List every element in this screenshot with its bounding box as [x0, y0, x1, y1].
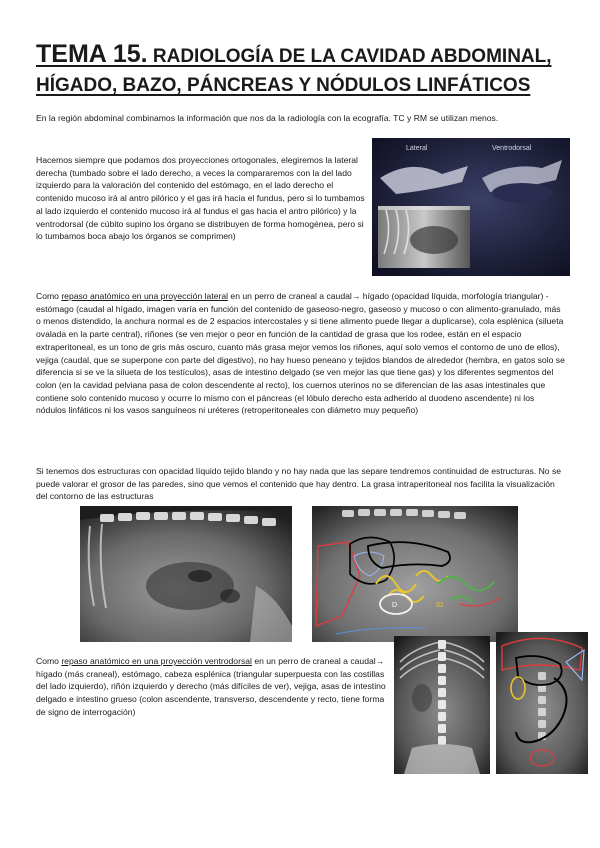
- projections-paragraph: Hacemos siempre que podamos dos proyecciones ortogonales, elegiremos la lateral derecha (tumbado sobre el lado derecho, a veces la compararemos con la del lado izquierdo para la valoración del contenido del estómago, en el lado derecho el contenido mucoso irá al antro pilórico y el gas irá hacia el fundus, pero si lo tumbamos al lado izquierdo el contenido mucoso irá al fundus el gas hacia el antro pilórico) y la ventrodorsal (de cúbito supino los órgano se distribuyen de forma homogénea, pero si lo tumbamos boca abajo los órganos se comprimen): [36, 155, 365, 242]
- opacity-paragraph: Si tenemos dos estructuras con opacidad líquido tejido blando y no hay nada que las separe tendremos continuidad de estructuras. No se puede valorar el grosor de las paredes, sino que vemos el contenido que hay dentro. La grasa intraperitoneal nos facilita la visualización del contorno de las estructuras: [36, 466, 562, 502]
- ventrodorsal-radiograph-image: [394, 636, 490, 774]
- lateral-underlined-term: repaso anatómico en una proyección lateral: [61, 291, 229, 301]
- lateral-body: en un perro de craneal a caudal→ hígado (opacidad líquida, morfología triangular) - estómago (caudal al hígado, imagen varía en función del contenido de gaseoso-negro, gaseoso y mucoso o con alimento-granulado, más o menos distendido, la anchura normal es de 2 espacios intercostales y si tiene alimento puede llegar a duplicarse), cola esplénica (silueta ovalada en la parte central), riñones (se ven mejor o peor en función de la cantidad de grasa que los rodee, están en el espacio extraperitoneal, es un tono de gris más oscuro, cuanto más grasa mejor vemos los riñones, aquí solo vemos el contorno de uno de ellos), vejiga (caudal, que se superpone con parte del digestivo), no hay hueso peneano y tejidos blandos de alrededor (hembra, en gatos solo se diferencia si se ve la silueta de los testículos), asas de intestino delgado (se ven mejor las que tiene gas) y los diferentes segmentos del colon (en la cavidad pelviana pasa de colon descendente al recto), los cuernos uterinos no se diferencian de las asas intestinales que contiene solo contenido mucoso y ocurre lo mismo con el páncreas (el lóbulo derecho esta adherido al duodeno ascendente) ni los nódulos linfáticos ni los vasos sanguíneos ni uréteres (retroperitoneales con diámetro muy pequeño): [36, 291, 565, 416]
- annotation-label-d: D: [392, 602, 398, 609]
- ventro-body: en un perro de craneal a caudal→ hígado (más craneal), estómago, cabeza esplénica (triangular superpuesta con las costillas del lado izquierdo), riñón izquierdo y derecho (más difíciles de ver), vejiga, asas de intestino delgado e intestino grueso (colon ascendente, transverso, descendente y recto, tiene forma de signo de interrogación): [36, 656, 386, 717]
- intro-paragraph: En la región abdominal combinamos la información que nos da la radiología con la ecografía. TC y RM se utilizan menos.: [36, 113, 499, 123]
- ventrodorsal-radiograph: [394, 636, 490, 774]
- page-title: [36, 40, 576, 100]
- lateral-radiograph-image: [80, 506, 292, 642]
- lateral-pre: Como: [36, 291, 62, 301]
- title-line-2: HÍGADO, BAZO, PÁNCREAS Y NÓDULOS LINFÁTICOS: [36, 75, 531, 96]
- lateral-radiograph: [80, 506, 292, 642]
- title-prefix: TEMA 15.: [36, 40, 148, 68]
- annotated-ventrodorsal-radiograph: [496, 632, 588, 774]
- annotated-ventrodorsal-radiograph-image: [496, 632, 588, 774]
- title-line-1: [36, 40, 576, 71]
- title-line-1-rest: RADIOLOGÍA DE LA CAVIDAD ABDOMINAL,: [147, 46, 552, 67]
- ventro-underlined-term: repaso anatómico en una proyección ventrodorsal: [61, 656, 252, 666]
- figure-lateral-ventrodorsal-image: [372, 138, 570, 276]
- lateral-anatomy-paragraph: [36, 290, 566, 417]
- figure-label-lateral: Lateral: [406, 145, 428, 152]
- annotated-lateral-radiograph: [312, 506, 518, 642]
- annotation-label-id: ID: [436, 602, 443, 609]
- ventrodorsal-anatomy-paragraph: [36, 655, 386, 719]
- ventro-pre: Como: [36, 656, 62, 666]
- annotated-lateral-radiograph-image: [312, 506, 518, 642]
- figure-lateral-ventrodorsal: [372, 138, 570, 276]
- figure-label-ventrodorsal: Ventrodorsal: [492, 145, 532, 152]
